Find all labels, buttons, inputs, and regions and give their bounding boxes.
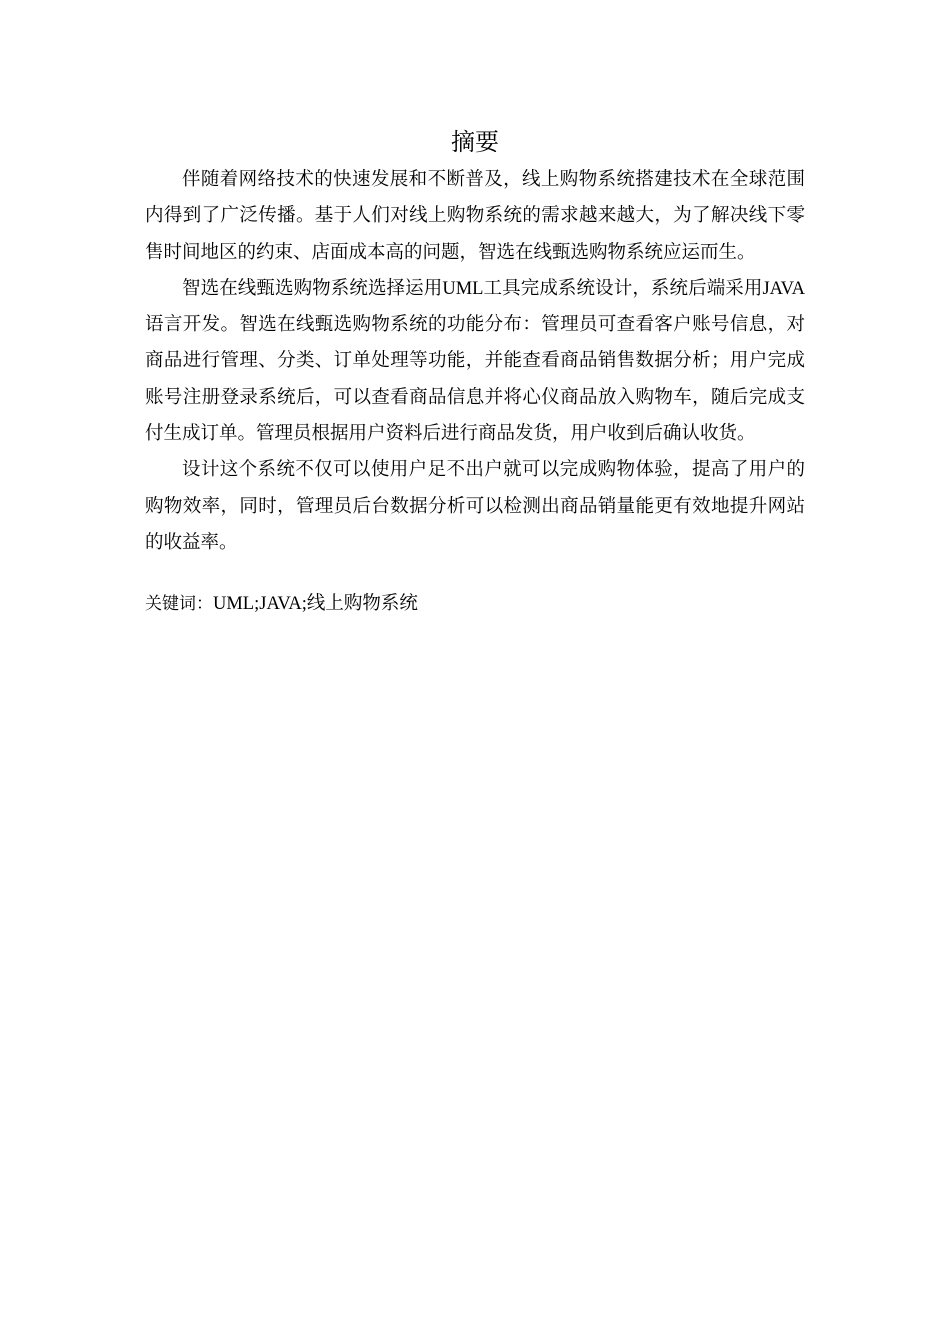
abstract-paragraph-3: 设计这个系统不仅可以使用户足不出户就可以完成购物体验，提高了用户的购物效率，同时，管理员后台数据分析可以检测出商品销量能更有效地提升网站的收益率。	[145, 460, 805, 553]
keywords-line	[145, 586, 805, 622]
abstract-section	[145, 124, 805, 622]
abstract-paragraph-1: 伴随着网络技术的快速发展和不断普及，线上购物系统搭建技术在全球范围内得到了广泛传播。基于人们对线上购物系统的需求越来越大，为了解决线下零售时间地区的约束、店面成本高的问题，智选在线甄选购物系统应运而生。	[145, 170, 805, 263]
keywords-value: UML;JAVA;线上购物系统	[213, 594, 418, 615]
abstract-paragraph-2: 智选在线甄选购物系统选择运用UML工具完成系统设计，系统后端采用JAVA语言开发。智选在线甄选购物系统的功能分布：管理员可查看客户账号信息，对商品进行管理、分类、订单处理等功能，并能查看商品销售数据分析；用户完成账号注册登录系统后，可以查看商品信息并将心仪商品放入购物车，随后完成支付生成订单。管理员根据用户资料后进行商品发货，用户收到后确认收货。	[145, 278, 805, 445]
keywords-label: 关键词：	[145, 594, 213, 615]
abstract-title: 摘要	[451, 128, 499, 156]
